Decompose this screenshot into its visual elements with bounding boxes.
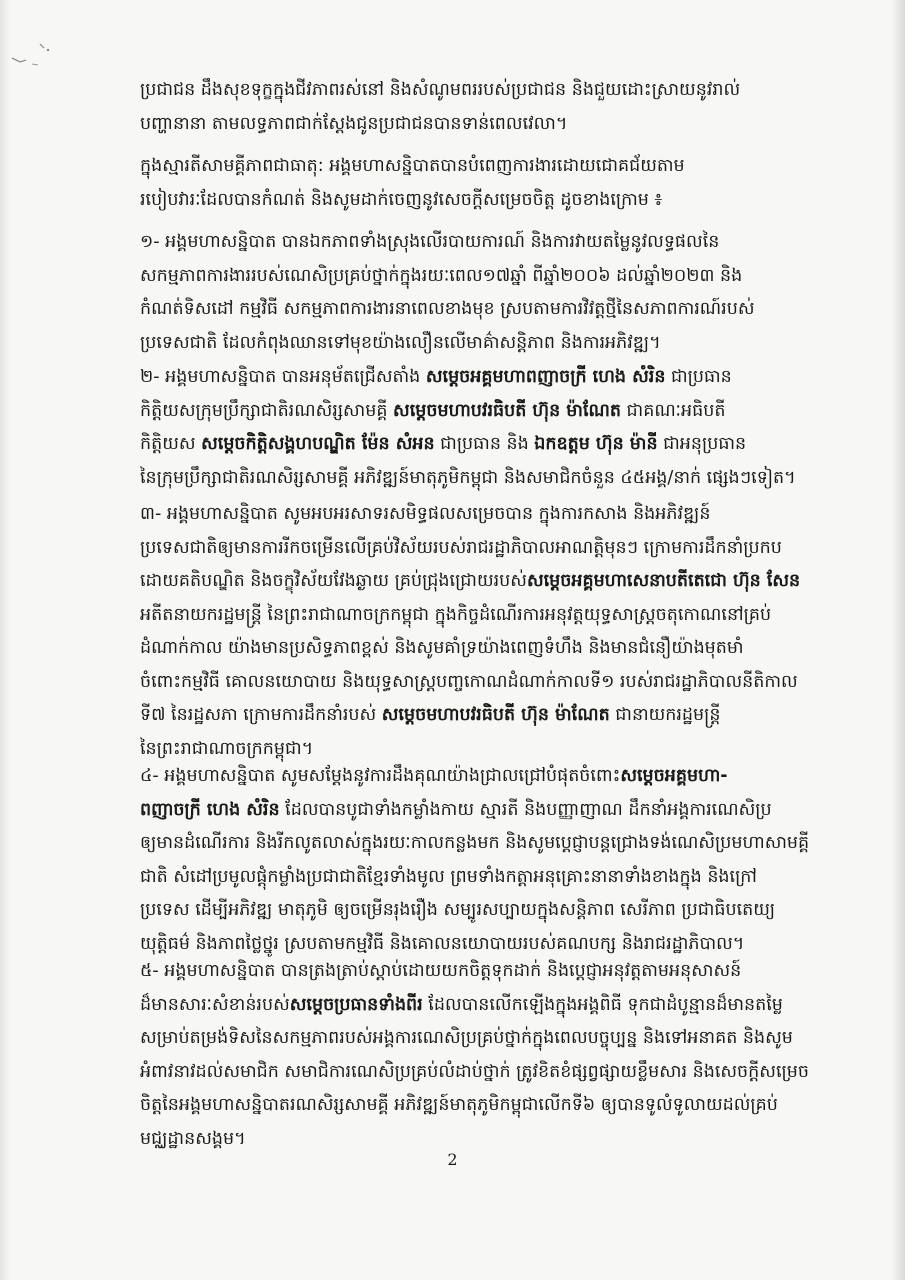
paragraph-resolution-1: [140, 226, 810, 360]
scan-shadow-left: [0, 0, 10, 1280]
text-line: ១- អង្គមហាសន្និបាត បានឯកភាពទាំងស្រុងលើរបាយការណ៍ និងការវាយតម្លៃនូវលទ្ធផលនៃ: [140, 232, 720, 252]
paragraph-intro-continued: [140, 74, 810, 141]
text-line: ឲ្យមានដំណើរការ និងរីកលូតលាស់ក្នុងរយៈកាលកន្លងមក និងសូមប្តេជ្ញាបន្តជ្រោងទង់ណេសិប្រមហាសាមគ្គី: [140, 833, 810, 853]
text-line: អំពាវនាវដល់សមាជិក សមាជិការណេសិប្រគ្រប់លំដាប់ថ្នាក់ ត្រូវខិតខំផ្សព្វផ្សាយខ្លឹមសារ និងសេចក្តីសម្រេច: [140, 1061, 809, 1082]
text-line: ប្រទេសជាតិឲ្យមានការរីកចម្រើនលើគ្រប់វិស័យរបស់រាជរដ្ឋាភិបាលអាណត្តិមុនៗ ក្រោមការដឹកនាំប្រកប: [140, 537, 782, 558]
paragraph-resolution-2: [140, 361, 810, 495]
text-line: ដ៏មានសារៈសំខាន់របស់សម្តេចប្រធានទាំងពីរ ដែលបានលើកឡើងក្នុងអង្គពិធី ទុកជាដំបូន្មានដ៏មានតម្លៃ: [140, 994, 783, 1015]
text-line: ប្រជាជន ដឹងសុខទុក្ខក្នុងជីវភាពរស់នៅ និងសំណូមពររបស់ប្រជាជន និងជួយដោះស្រាយនូវរាល់: [140, 80, 741, 100]
text-line: កិត្តិយស សម្តេចកិត្តិសង្គហបណ្ឌិត ម៉ែន សំអន ជាប្រធាន និង ឯកឧត្តម ហ៊ុន ម៉ានី ជាអនុប្រធាន: [140, 434, 747, 454]
bold-name-text: សម្តេចមហាបវរធិបតី ហ៊ុន ម៉ាណែត: [381, 705, 610, 725]
text-line: យុត្តិធម៌ និងភាពថ្លៃថ្នូរ ស្របតាមកម្មវិធី និងគោលនយោបាយរបស់គណបក្ស និងរាជរដ្ឋាភិបាល។: [140, 933, 745, 954]
text-line: ដោយគតិបណ្ឌិត និងចក្ខុវិស័យវែងឆ្ងាយ គ្រប់ជ្រុងជ្រោយរបស់សម្តេចអគ្គមហាសេនាបតីតេជោ ហ៊ុន សែន: [140, 571, 801, 591]
paragraph-resolution-3: [140, 498, 810, 766]
scan-speck-marks: [10, 38, 70, 68]
text-line: ជាតិ សំដៅប្រមូលផ្តុំកម្លាំងប្រជាជាតិខ្មែរទាំងមូល ព្រមទាំងកត្តាអនុគ្រោះនានាទាំងខាងក្នុង និងក្រៅ: [140, 866, 757, 887]
bold-name-text: សម្តេចមហាបវរធិបតី ហ៊ុន ម៉ាណែត: [393, 400, 621, 421]
paragraph-resolution-4: [140, 760, 810, 961]
bold-name-text: សម្តេចអគ្គមហាពញាចក្រី ហេង សំរិន: [425, 367, 666, 387]
text-line: ចំពោះកម្មវិធី គោលនយោបាយ និងយុទ្ធសាស្ត្របញ្ចកោណដំណាក់កាលទី១ របស់រាជរដ្ឋាភិបាលនីតិកាល: [140, 671, 798, 692]
text-line: ពញាចក្រី ហេង សំរិន ដែលបានបូជាទាំងកម្លាំងកាយ ស្មារតី និងបញ្ញាញាណ ដឹកនាំអង្គការណេសិប្រ: [140, 799, 772, 820]
text-line: សកម្មភាពការងាររបស់ណេសិប្រគ្រប់ថ្នាក់ក្នុងរយៈពេល១៧ឆ្នាំ ពីឆ្នាំ២០០៦ ដល់ឆ្នាំ២០២៣ និង: [140, 265, 743, 286]
text-line: ៥- អង្គមហាសន្និបាត បានត្រងត្រាប់ស្តាប់ដោយយកចិត្តទុកដាក់ និងប្តេជ្ញាអនុវត្តតាមអនុសាសន៍: [140, 961, 742, 981]
bold-name-text: ពញាចក្រី ហេង សំរិន: [140, 799, 280, 820]
text-line: កិត្តិយសក្រុមប្រឹក្សាជាតិរណសិរ្សសាមគ្គី សម្តេចមហាបវរធិបតី ហ៊ុន ម៉ាណែត ជាគណៈអធិបតី: [140, 400, 726, 421]
text-line: ប្រទេសជាតិ ដែលកំពុងឈានទៅមុខយ៉ាងលឿនលើមាគ៌ាសន្តិភាព និងការអភិវឌ្ឍ។: [140, 332, 661, 353]
text-line: ៤- អង្គមហាសន្និបាត សូមសម្តែងនូវការដឹងគុណយ៉ាងជ្រាលជ្រៅបំផុតចំពោះសម្តេចអគ្គមហា-: [140, 766, 728, 786]
text-line: ដំណាក់កាល យ៉ាងមានប្រសិទ្ធភាពខ្ពស់ និងសូមគាំទ្រយ៉ាងពេញទំហឹង និងមានជំនឿយ៉ាងមុតមាំ: [140, 638, 744, 658]
scan-shadow-right: [891, 0, 905, 1280]
text-line: ចិត្តនៃអង្គមហាសន្និបាតរណសិរ្សសាមគ្គី អភិវឌ្ឍន៍មាតុភូមិកម្ពុជាលើកទី៦ ឲ្យបានទូលំទូលាយដល់គ្រប់: [140, 1095, 778, 1115]
text-line: បញ្ហានានា តាមលទ្ធភាពជាក់ស្តែងជូនប្រជាជនបានទាន់ពេលវេលា។: [140, 113, 568, 134]
bold-name-text: សម្តេចអគ្គមហា-: [620, 766, 728, 786]
text-line: ប្រទេស ដើម្បីអភិវឌ្ឍ មាតុភូមិ ឲ្យចម្រើនរុងរឿង សម្បូរសប្បាយក្នុងសន្តិភាព សេរីភាព ប្រជាធិបតេយ្យ: [140, 900, 776, 920]
page-number: 2: [447, 1150, 458, 1169]
text-line: នៃក្រុមប្រឹក្សាជាតិរណសិរ្សសាមគ្គី អភិវឌ្ឍន៍មាតុភូមិកម្ពុជា និងសមាជិកចំនួន ៤៥អង្គ/នាក់ ផ្សេងៗទៀត។: [140, 467, 796, 488]
bold-name-text: សម្តេចប្រធានទាំងពីរ: [289, 994, 423, 1015]
text-line: អតីតនាយករដ្ឋមន្ត្រី នៃព្រះរាជាណាចក្រកម្ពុជា ក្នុងកិច្ចដំណើរការអនុវត្តយុទ្ធសាស្ត្រចតុកោណនៅគ្រប់: [140, 604, 772, 625]
bold-name-text: ឯកឧត្តម ហ៊ុន ម៉ានី: [534, 434, 658, 454]
bold-name-text: សម្តេចអគ្គមហាសេនាបតីតេជោ ហ៊ុន សែន: [526, 571, 801, 591]
text-line: ២- អង្គមហាសន្និបាត បានអនុម័តជ្រើសតាំង សម្តេចអគ្គមហាពញាចក្រី ហេង សំរិន ជាប្រធាន: [140, 367, 732, 387]
text-line: ក្នុងស្មារតីសាមគ្គីភាពជាធាតុ: អង្គមហាសន្និបាតបានបំពេញការងារដោយជោគជ័យតាម: [140, 156, 685, 176]
text-line: ៣- អង្គមហាសន្និបាត សូមអបអរសាទរសមិទ្ធផលសម្រេចបាន ក្នុងការកសាង និងអភិវឌ្ឍន៍: [140, 504, 711, 524]
text-line: កំណត់ទិសដៅ កម្មវិធី សកម្មភាពការងារនាពេលខាងមុខ ស្របតាមការវិវត្តថ្មីនៃសភាពការណ៍របស់: [140, 299, 755, 319]
text-line: សម្រាប់តម្រង់ទិសនៃសកម្មភាពរបស់អង្គការណេសិប្រគ្រប់ថ្នាក់ក្នុងពេលបច្ចុប្បន្ន និងទៅអនាគត និងសូម: [140, 1028, 793, 1048]
paragraph-resolution-5: [140, 955, 810, 1156]
bold-name-text: សម្តេចកិត្តិសង្គហបណ្ឌិត ម៉ែន សំអន: [201, 434, 435, 454]
text-line: នៃព្រះរាជាណាចក្រកម្ពុជា។: [140, 738, 314, 759]
text-line: របៀបវារៈដែលបានកំណត់ និងសូមដាក់ចេញនូវសេចក្តីសម្រេចចិត្ត ដូចខាងក្រោម ៖: [140, 189, 663, 210]
paragraph-resolution-preamble: [140, 150, 810, 217]
text-line: មជ្ឈដ្ឋានសង្គម។: [140, 1128, 246, 1149]
text-line: ទី៧ នៃរដ្ឋសភា ក្រោមការដឹកនាំរបស់ សម្តេចមហាបវរធិបតី ហ៊ុន ម៉ាណែត ជានាយករដ្ឋមន្ត្រី: [140, 705, 721, 725]
